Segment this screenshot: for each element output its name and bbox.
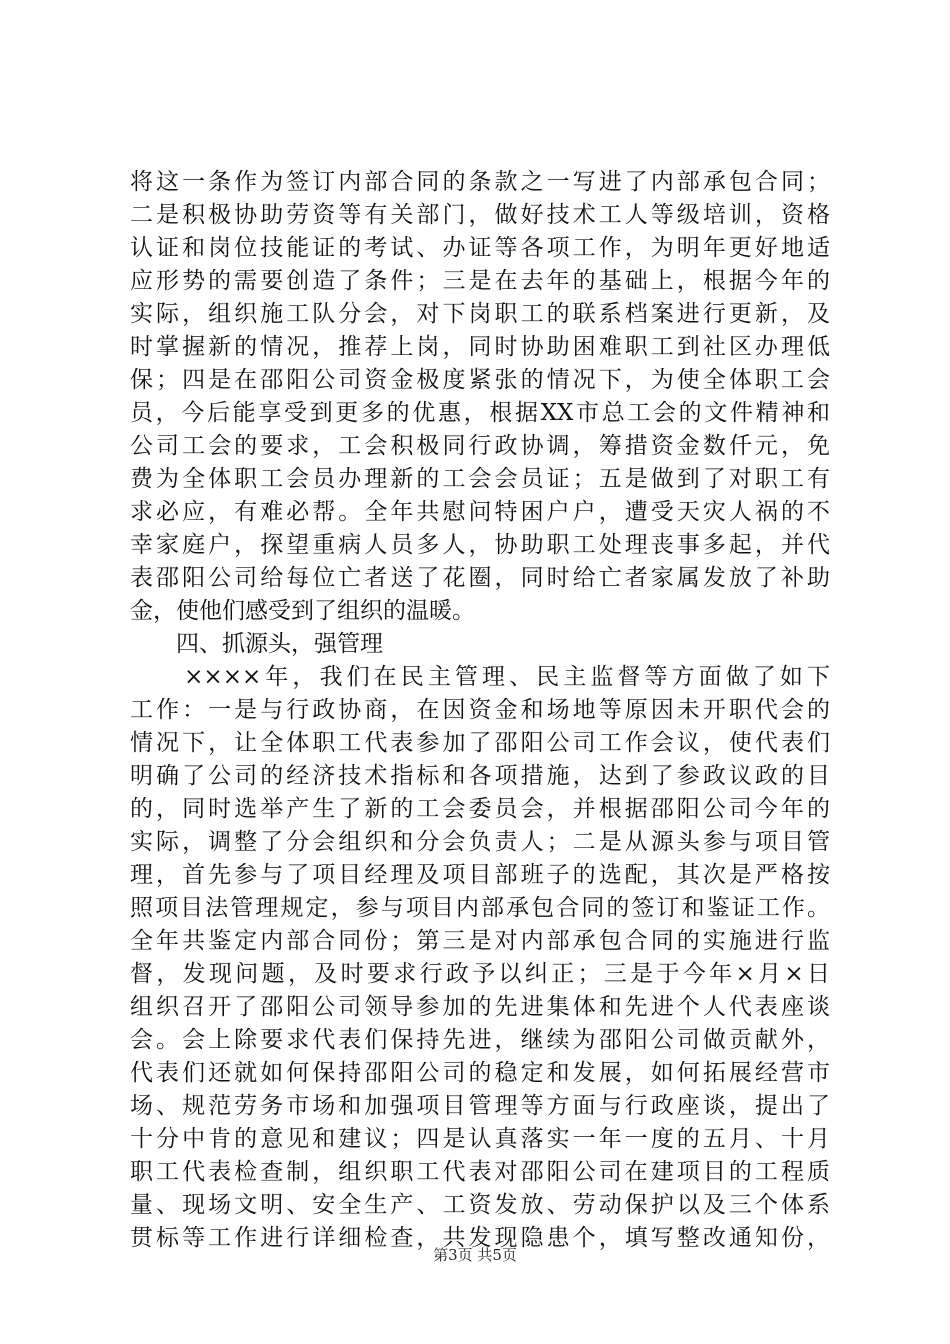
page-number-footer: 第3页 共5页 xyxy=(433,1246,517,1264)
text-line: 二是积极协助劳资等有关部门，做好技术工人等级培训，资格 xyxy=(130,202,830,228)
text-line: 金，使他们感受到了组织的温暖。 xyxy=(130,598,475,624)
text-line: 将这一条作为签订内部合同的条款之一写进了内部承包合同； xyxy=(130,169,830,195)
text-line: 会。会上除要求代表们保持先进，继续为邵阳公司做贡献外， xyxy=(130,1027,830,1053)
section-heading: 四、抓源头，强管理 xyxy=(130,631,383,657)
body-text xyxy=(130,166,830,1255)
text-line: 贯标等工作进行详细检查，共发现隐患个，填写整改通知份， xyxy=(130,1225,830,1251)
text-line: 实际，调整了分会组织和分会负责人；二是从源头参与项目管 xyxy=(130,829,830,855)
text-line: 表邵阳公司给每位亡者送了花圈，同时给亡者家属发放了补助 xyxy=(130,565,830,591)
text-line: 场、规范劳务市场和加强项目管理等方面与行政座谈，提出了 xyxy=(130,1093,830,1119)
text-line: 幸家庭户，探望重病人员多人，协助职工处理丧事多起，并代 xyxy=(130,532,830,558)
text-line: 照项目法管理规定，参与项目内部承包合同的签订和鉴证工作。 xyxy=(130,895,830,921)
text-line: 代表们还就如何保持邵阳公司的稳定和发展，如何拓展经营市 xyxy=(130,1060,830,1086)
text-line: 时掌握新的情况，推荐上岗，同时协助困难职工到社区办理低 xyxy=(130,334,830,360)
text-line: 明确了公司的经济技术指标和各项措施，达到了参政议政的目 xyxy=(130,763,830,789)
text-line: 应形势的需要创造了条件；三是在去年的基础上，根据今年的 xyxy=(130,268,830,294)
text-line: 的，同时选举产生了新的工会委员会，并根据邵阳公司今年的 xyxy=(130,796,830,822)
text-line: 认证和岗位技能证的考试、办证等各项工作，为明年更好地适 xyxy=(130,235,830,261)
text-line: 求必应，有难必帮。全年共慰问特困户户，遭受天灾人祸的不 xyxy=(130,499,830,525)
text-line: 十分中肯的意见和建议；四是认真落实一年一度的五月、十月 xyxy=(130,1126,830,1152)
text-line: 督，发现问题，及时要求行政予以纠正；三是于今年×月×日 xyxy=(130,961,830,987)
text-line: 量、现场文明、安全生产、工资发放、劳动保护以及三个体系 xyxy=(130,1192,830,1218)
text-line: 实际，组织施工队分会，对下岗职工的联系档案进行更新，及 xyxy=(130,301,830,327)
text-line: 组织召开了邵阳公司领导参加的先进集体和先进个人代表座谈 xyxy=(130,994,830,1020)
text-line: 公司工会的要求，工会积极同行政协调，筹措资金数仟元，免 xyxy=(130,433,830,459)
text-line: 员，今后能享受到更多的优惠，根据XX市总工会的文件精神和 xyxy=(130,400,830,426)
text-line: 职工代表检查制，组织职工代表对邵阳公司在建项目的工程质 xyxy=(130,1159,830,1185)
text-line: 费为全体职工会员办理新的工会会员证；五是做到了对职工有 xyxy=(130,466,830,492)
text-line: 保；四是在邵阳公司资金极度紧张的情况下，为使全体职工会 xyxy=(130,367,830,393)
text-line: 情况下，让全体职工代表参加了邵阳公司工作会议，使代表们 xyxy=(130,730,830,756)
text-line: 工作：一是与行政协商，在因资金和场地等原因未开职代会的 xyxy=(130,697,830,723)
text-line: 理，首先参与了项目经理及项目部班子的选配，其次是严格按 xyxy=(130,862,830,888)
text-line: ××××年，我们在民主管理、民主监督等方面做了如下 xyxy=(130,664,830,690)
text-line: 全年共鉴定内部合同份；第三是对内部承包合同的实施进行监 xyxy=(130,928,830,954)
